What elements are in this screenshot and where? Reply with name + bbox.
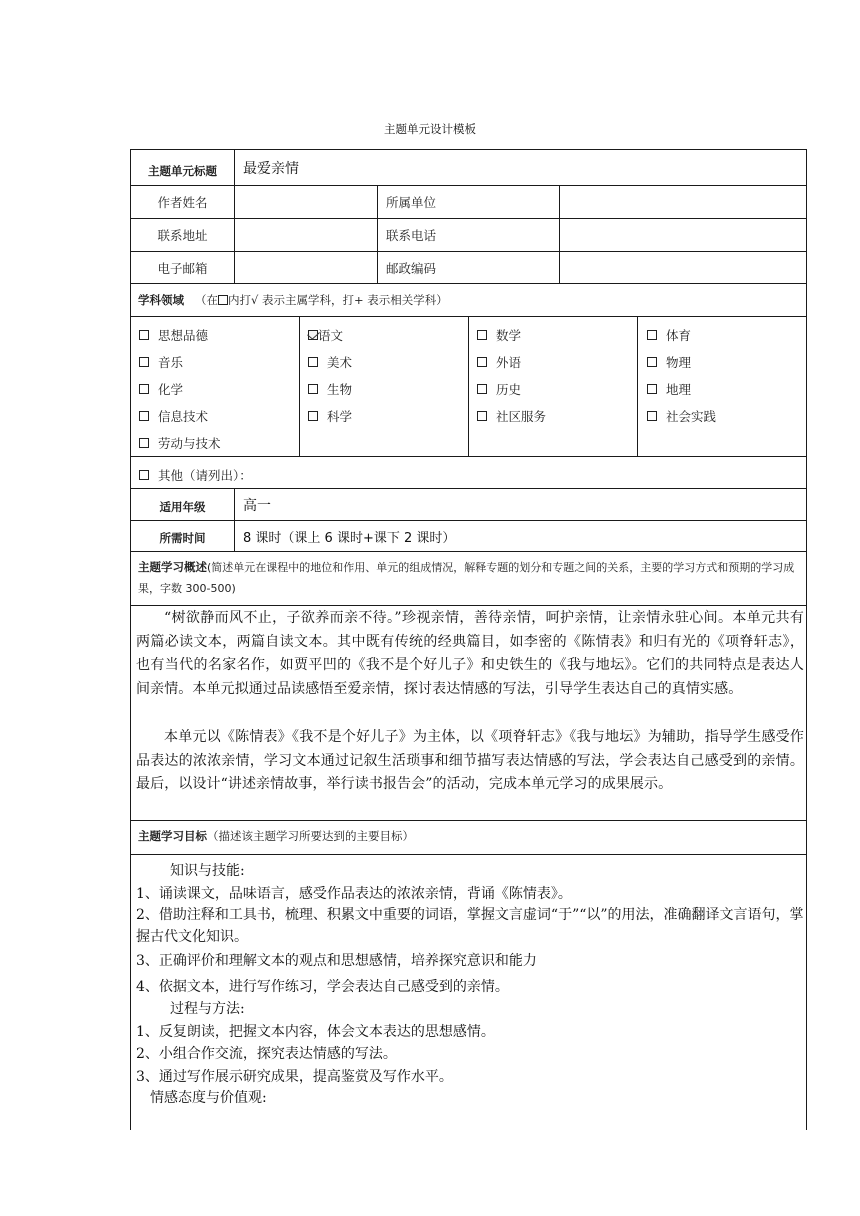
- document-title: 主题单元设计模板: [384, 122, 476, 136]
- phone-label: 联系电话: [386, 228, 437, 243]
- objective-process-1: 1、反复朗读，把握文本内容，体会文本表达的思想感情。: [136, 1024, 495, 1040]
- postcode-field[interactable]: [560, 252, 806, 283]
- objectives-title: 主题学习目标: [138, 829, 207, 843]
- subject-other-label: 其他（请列出）：: [158, 468, 252, 483]
- subject-note-before: （在: [194, 293, 218, 307]
- grade-label: 适用年级: [159, 499, 206, 514]
- unit-title-value[interactable]: 最爱亲情: [243, 160, 299, 177]
- subject-checkbox-shehuishijian[interactable]: [647, 407, 716, 425]
- objective-knowledge-4: 4、依据文本，进行写作练习，学会表达自己感受到的亲情。: [136, 979, 509, 995]
- subject-area-title: 学科领域: [138, 293, 184, 307]
- objective-process-2: 2、小组合作交流，探究表达情感的写法。: [136, 1046, 397, 1062]
- attitude-title: 情感态度与价值观:: [150, 1090, 267, 1106]
- subject-label: 社区服务: [496, 409, 547, 424]
- subject-label: 数学: [496, 328, 522, 343]
- subject-checkbox-waiyu[interactable]: [477, 353, 521, 371]
- checkbox-icon: [477, 384, 487, 394]
- objectives-heading: [138, 826, 414, 847]
- checkbox-icon: [477, 357, 487, 367]
- checkbox-icon: [647, 330, 657, 340]
- subject-label: 劳动与技术: [158, 436, 221, 451]
- checkbox-icon: [308, 384, 318, 394]
- checkbox-icon: [647, 411, 657, 421]
- subject-area-heading: [138, 290, 448, 311]
- checkbox-sample-icon: [218, 295, 228, 305]
- overview-title: 主题学习概述: [138, 560, 207, 574]
- overview-paragraph-1: “树欲静而风不止，子欲养而亲不待。”珍视亲情，善待亲情，呵护亲情，让亲情永驻心间。本单元共有两篇必读文本，两篇自读文本。其中既有传统的经典篇目，如李密的《陈情表》和归有光的《项脊轩志》，也有当代的名家名作，如贾平凹的《我不是个好儿子》和史铁生的《我与地坛》。它们的共同特点是表达人间亲情。本单元拟通过品读感悟至爱亲情，探讨表达情感的写法，引导学生表达自己的真情实感。: [136, 610, 804, 697]
- knowledge-title: 知识与技能:: [170, 863, 245, 879]
- subject-checkbox-yuwen[interactable]: [308, 326, 343, 344]
- address-label: 联系地址: [157, 228, 208, 243]
- subject-checkbox-sixiangpinde[interactable]: [139, 326, 208, 344]
- objective-knowledge-2: 2、借助注释和工具书，梳理、积累文中重要的词语，掌握文言虚词“于”“以”的用法，准确翻译文言语句，掌握古代文化知识。: [136, 907, 804, 945]
- subject-label: 美术: [327, 355, 353, 370]
- subject-checkbox-other[interactable]: [139, 466, 252, 484]
- email-field[interactable]: [235, 252, 377, 283]
- overview-paragraph-2: 本单元以《陈情表》《我不是个好儿子》为主体，以《项脊轩志》《我与地坛》为辅助，指导学生感受作品表达的浓浓亲情，学习文本通过记叙生活琐事和细节描写表达情感的写法，学会表达自己感受到的亲情。最后，以设计“讲述亲情故事，举行读书报告会”的活动，完成本单元学习的成果展示。: [136, 729, 804, 792]
- postcode-label: 邮政编码: [386, 260, 437, 276]
- subject-label: 地理: [666, 382, 692, 397]
- subject-checkbox-shengwu[interactable]: [308, 380, 352, 398]
- row-divider: [130, 854, 807, 855]
- author-field[interactable]: [235, 186, 377, 218]
- process-title: 过程与方法:: [170, 1001, 245, 1017]
- checkbox-icon: [647, 384, 657, 394]
- subject-checkbox-tiyu[interactable]: [647, 326, 691, 344]
- overview-heading: [138, 557, 802, 599]
- time-label: 所需时间: [159, 530, 206, 545]
- checkbox-icon: [308, 411, 318, 421]
- org-field[interactable]: [560, 186, 806, 218]
- subject-label: 外语: [496, 355, 522, 370]
- col-divider: [637, 316, 638, 456]
- checkbox-icon: [139, 411, 149, 421]
- subject-label: 社会实践: [666, 409, 717, 424]
- subject-label: 音乐: [158, 355, 184, 370]
- row-divider: [130, 456, 807, 457]
- objective-knowledge-3: 3、正确评价和理解文本的观点和思想感情，培养探究意识和能力: [136, 953, 537, 969]
- subject-label: 思想品德: [158, 328, 209, 343]
- subject-checkbox-wuli[interactable]: [647, 353, 691, 371]
- subject-checkbox-huaxue[interactable]: [139, 380, 183, 398]
- subject-label: 科学: [327, 409, 353, 424]
- subject-checkbox-lishi[interactable]: [477, 380, 521, 398]
- subject-checkbox-shequfuwu[interactable]: [477, 407, 546, 425]
- row-divider: [130, 283, 807, 284]
- checkbox-icon: [308, 357, 318, 367]
- address-field[interactable]: [235, 219, 377, 251]
- subject-checkbox-laodongyujishu[interactable]: [139, 434, 221, 452]
- time-value[interactable]: 8 课时（课上 6 课时+课下 2 课时）: [243, 530, 456, 546]
- col-divider: [468, 316, 469, 456]
- row-divider: [130, 820, 807, 821]
- subject-area-note: [188, 293, 448, 307]
- org-label: 所属单位: [386, 195, 437, 210]
- subject-note-after: 内打√ 表示主属学科，打+ 表示相关学科）: [227, 293, 448, 307]
- author-label: 作者姓名: [157, 195, 208, 210]
- checkbox-icon: [139, 357, 149, 367]
- row-divider: [130, 551, 807, 552]
- subject-checkbox-yinyue[interactable]: [139, 353, 183, 371]
- checkbox-icon: [477, 411, 487, 421]
- subject-label: 体育: [666, 328, 692, 343]
- checkbox-icon: [139, 438, 149, 448]
- checkbox-icon: [139, 330, 149, 340]
- objectives-note: （描述该主题学习所要达到的主要目标）: [207, 829, 414, 843]
- unit-title-label: 主题单元标题: [148, 164, 217, 178]
- subject-label: 物理: [666, 355, 692, 370]
- subject-label: 化学: [158, 382, 184, 397]
- subject-checkbox-xinxijishu[interactable]: [139, 407, 208, 425]
- row-divider: [130, 605, 807, 606]
- email-label: 电子邮箱: [157, 260, 208, 276]
- subject-label: 生物: [327, 382, 353, 397]
- checkbox-icon: [647, 357, 657, 367]
- phone-field[interactable]: [560, 219, 806, 251]
- checkbox-icon: [139, 384, 149, 394]
- subject-checkbox-meishu[interactable]: [308, 353, 352, 371]
- checkbox-icon: [477, 330, 487, 340]
- grade-value[interactable]: 高一: [243, 497, 271, 514]
- subject-label: 信息技术: [158, 409, 209, 424]
- objective-knowledge-1: 1、诵读课文，品味语言，感受作品表达的浓浓亲情，背诵《陈情表》。: [136, 886, 572, 902]
- subject-label: 历史: [496, 382, 522, 397]
- overview-note: (简述单元在课程中的地位和作用、单元的组成情况，解释专题的划分和专题之间的关系，主要的学习方式和预期的学习成果，字数 300-500): [138, 561, 795, 595]
- subject-checkbox-dili[interactable]: [647, 380, 691, 398]
- subject-checkbox-kexue[interactable]: [308, 407, 352, 425]
- subject-label: 语文: [318, 328, 344, 343]
- checkbox-icon: [139, 470, 149, 480]
- checkbox-checked-icon: [308, 330, 318, 340]
- objective-process-3: 3、通过写作展示研究成果，提高鉴赏及写作水平。: [136, 1069, 453, 1085]
- subject-checkbox-shuxue[interactable]: [477, 326, 521, 344]
- col-divider: [299, 316, 300, 456]
